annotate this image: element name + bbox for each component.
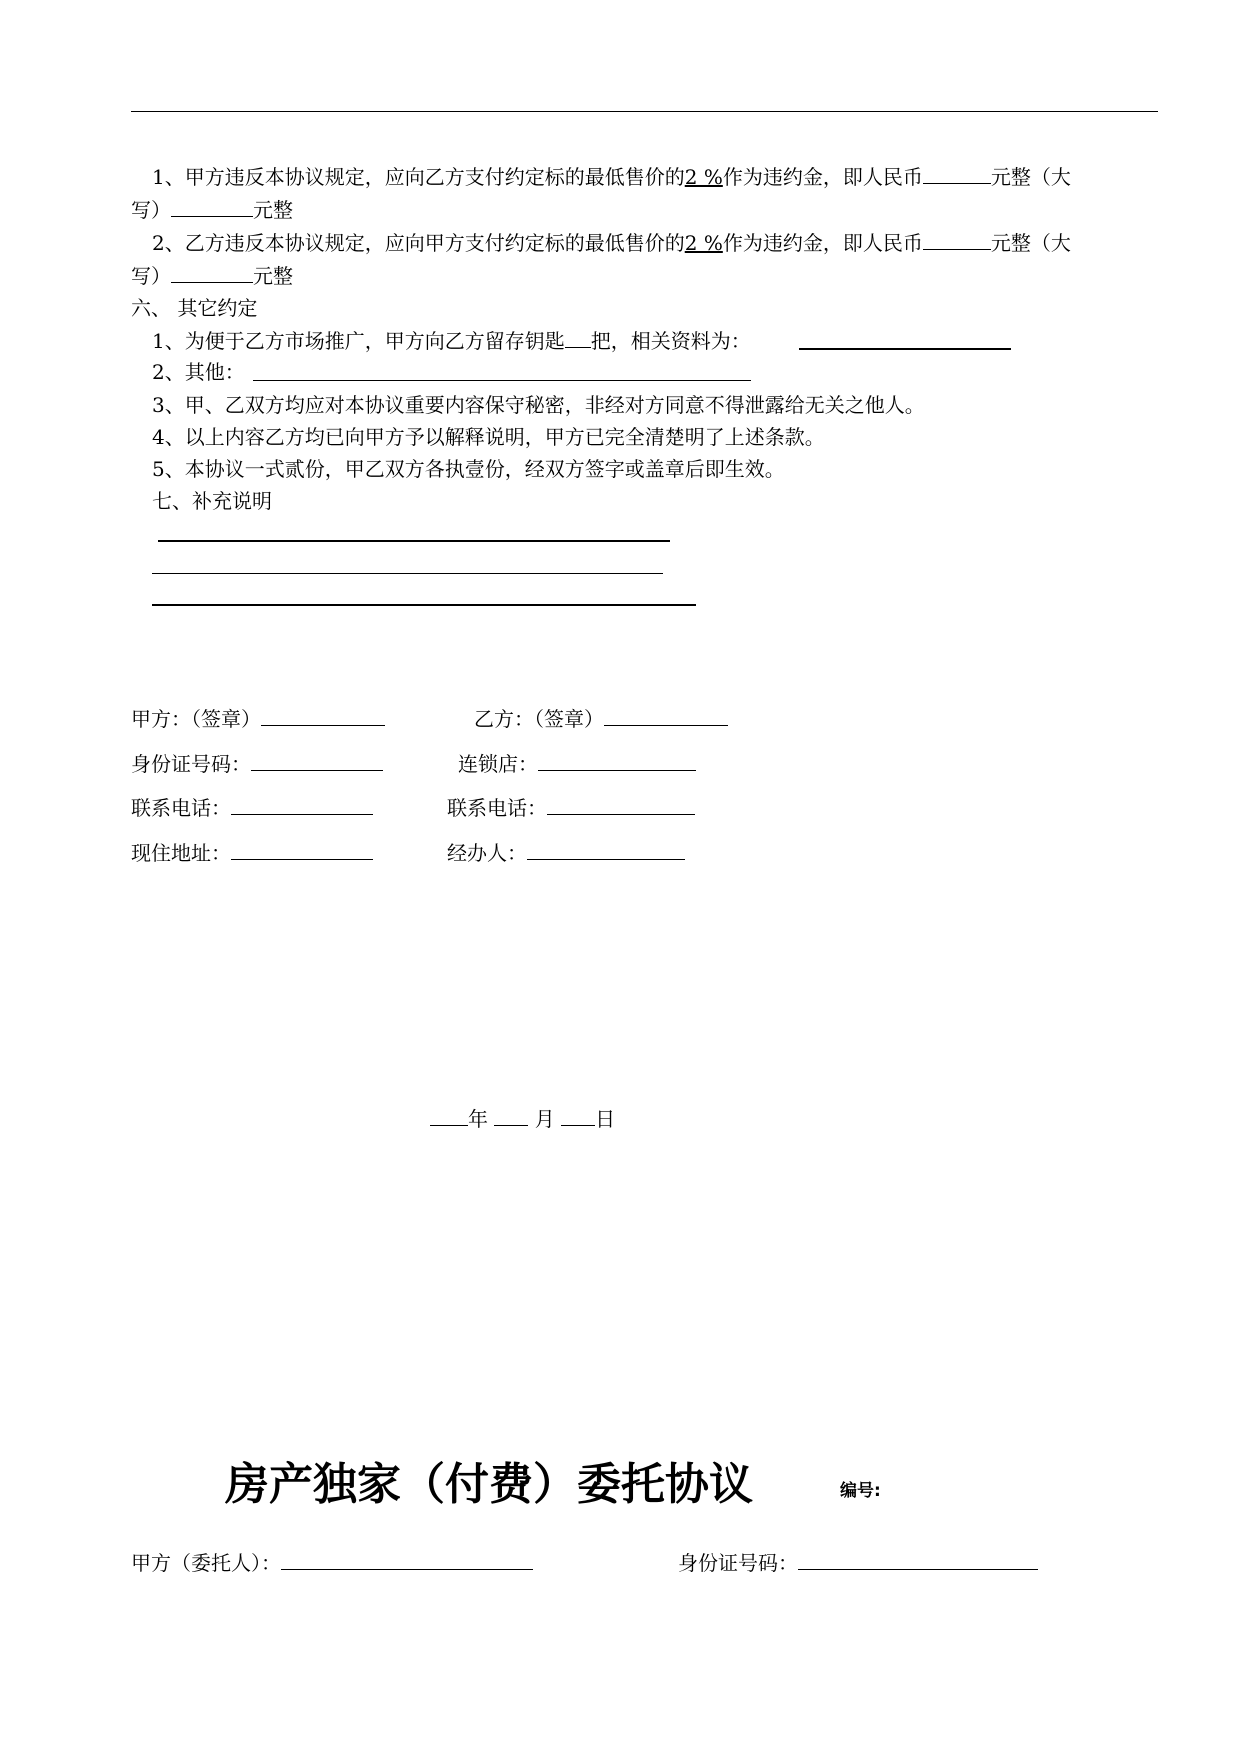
penalty-percent-b: 2 % (684, 231, 723, 255)
agent-field: 经办人： (447, 839, 685, 866)
party-a-phone-field: 联系电话： (131, 794, 373, 821)
supplement-line-2[interactable] (152, 573, 663, 574)
section-6-item-4: 4、以上内容乙方均已向甲方予以解释说明，甲方已完全清楚明了上述条款。 (152, 425, 825, 449)
party-b-phone-field: 联系电话： (447, 794, 695, 821)
section-6-item-1: 1、为便于乙方市场推广，甲方向乙方留存钥匙 把，相关资料为： (152, 329, 751, 353)
supplement-line-1[interactable] (158, 540, 670, 542)
party-a-signature: 甲方：（签章） (131, 705, 385, 732)
document-number-label: 编号: (840, 1481, 881, 1501)
address-blank[interactable] (231, 839, 373, 860)
materials-blank[interactable] (799, 348, 1011, 350)
principal-blank[interactable] (281, 1549, 533, 1570)
other-blank[interactable] (253, 380, 751, 381)
principal-field: 甲方（委托人）： (131, 1549, 533, 1576)
id-number-blank[interactable] (251, 750, 383, 771)
year-blank[interactable] (430, 1105, 468, 1126)
section-6-heading: 六、 其它约定 (131, 296, 258, 320)
clause-2-line-2: 写） 元整 (131, 264, 293, 288)
amount-blank-b[interactable] (923, 229, 991, 250)
party-b-phone-blank[interactable] (547, 794, 695, 815)
clause-2-line-1: 2、乙方违反本协议规定，应向甲方支付约定标的最低售价的2 %作为违约金，即人民币 元整（大 (152, 231, 1071, 255)
section-6-item-3: 3、甲、乙双方均应对本协议重要内容保守秘密，非经对方同意不得泄露给无关之他人。 (152, 393, 925, 417)
clause-1-line-1: 1、甲方违反本协议规定，应向乙方支付约定标的最低售价的2 %作为违约金，即人民币 元整（大 (152, 165, 1071, 189)
header-rule (131, 111, 1158, 112)
agent-blank[interactable] (527, 839, 685, 860)
clause-1-line-2: 写） 元整 (131, 198, 293, 222)
amount-words-blank-b[interactable] (171, 262, 253, 283)
party-b-signature: 乙方：（签章） (474, 705, 728, 732)
supplement-line-3[interactable] (152, 604, 696, 606)
agreement-title: 房产独家（付费）委托协议 (225, 1459, 753, 1510)
day-blank[interactable] (561, 1105, 595, 1126)
principal-id-blank[interactable] (798, 1549, 1038, 1570)
penalty-percent-a: 2 % (684, 165, 723, 189)
amount-words-blank-a[interactable] (171, 196, 253, 217)
section-7-heading: 七、补充说明 (152, 489, 272, 513)
section-6-item-2: 2、其他： (152, 360, 245, 384)
party-a-signature-blank[interactable] (261, 705, 385, 726)
key-count-blank[interactable] (565, 327, 591, 348)
date-line: 年 月 日 (430, 1105, 615, 1132)
section-6-item-5: 5、本协议一式贰份，甲乙双方各执壹份，经双方签字或盖章后即生效。 (152, 457, 785, 481)
chain-store-blank[interactable] (538, 750, 696, 771)
chain-store-field: 连锁店： (458, 750, 696, 777)
amount-blank-a[interactable] (923, 163, 991, 184)
party-a-phone-blank[interactable] (231, 794, 373, 815)
id-number-field: 身份证号码： (131, 750, 383, 777)
party-b-signature-blank[interactable] (604, 705, 728, 726)
address-field: 现住地址： (131, 839, 373, 866)
month-blank[interactable] (494, 1105, 528, 1126)
principal-id-field: 身份证号码： (678, 1549, 1038, 1576)
